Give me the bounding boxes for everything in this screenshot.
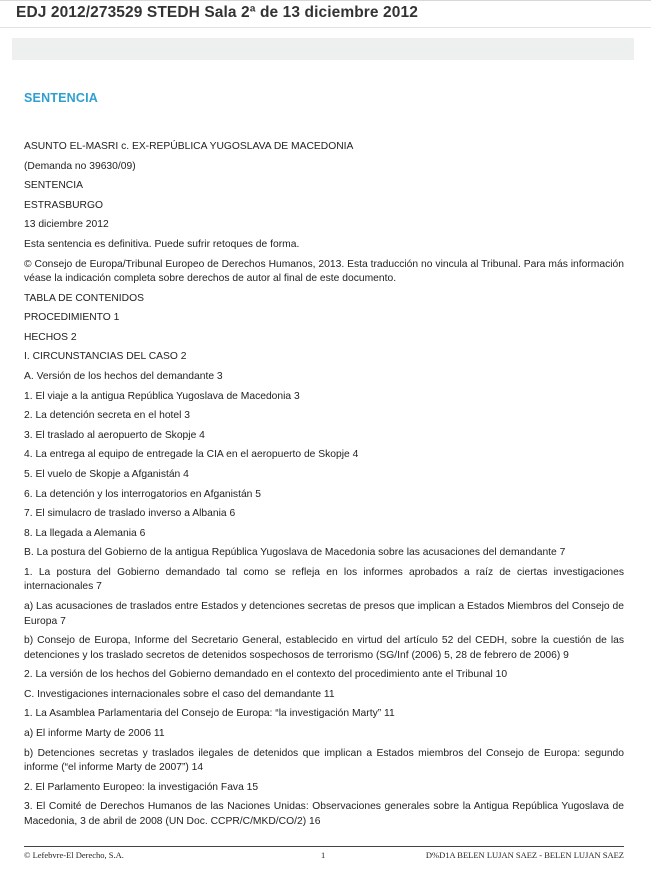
top-divider: [0, 0, 651, 1]
document-title: EDJ 2012/273529 STEDH Sala 2ª de 13 diciembre 2012: [16, 4, 418, 21]
document-paragraph: 4. La entrega al equipo de entregade la CIA en el aeropuerto de Skopje 4: [24, 449, 359, 461]
document-paragraph: b) Consejo de Europa, Informe del Secretario General, establecido en virtud del artículo 52 del CEDH, sobre la cuestión de las detenciones y los traslado secretos de detenidos sospechosos de terrorismo (SG/Inf (2006) 5, 28 de febrero de 2006) 9: [24, 635, 624, 661]
document-body: [24, 140, 624, 834]
title-divider: [0, 27, 651, 28]
document-paragraph: 1. La postura del Gobierno demandado tal como se refleja en los informes aprobados a raíz de ciertas investigaciones internacionales 7: [24, 566, 624, 593]
document-paragraph: C. Investigaciones internacionales sobre el caso del demandante 11: [24, 688, 335, 700]
document-paragraph: 2. La detención secreta en el hotel 3: [24, 410, 191, 422]
document-paragraph: © Consejo de Europa/Tribunal Europeo de Derechos Humanos, 2013. Esta traducción no vincula al Tribunal. Para más información véase la indicación completa sobre derechos de autor al final de este documento.: [24, 258, 624, 285]
document-paragraph: PROCEDIMIENTO 1: [24, 312, 120, 324]
footer-divider: [24, 846, 624, 847]
footer-user: D%D1A BELEN LUJAN SAEZ - BELEN LUJAN SAEZ: [425, 850, 624, 860]
document-paragraph: B. La postura del Gobierno de la antigua República Yugoslava de Macedonia sobre las acusaciones del demandante 7: [24, 547, 566, 559]
document-paragraph: 13 diciembre 2012: [24, 219, 109, 231]
document-paragraph: ESTRASBURGO: [24, 199, 103, 211]
document-paragraph: ASUNTO EL-MASRI c. EX-REPÚBLICA YUGOSLAVA DE MACEDONIA: [24, 141, 354, 152]
document-paragraph: b) Detenciones secretas y traslados ilegales de detenidos que implican a Estados miembros del Consejo de Europa: segundo informe (“el informe Marty de 2007”) 14: [24, 747, 624, 774]
document-paragraph: 3. El Comité de Derechos Humanos de las Naciones Unidas: Observaciones generales sobre la Antigua República Yugoslava de Macedonia, 3 de abril de 2008 (UN Doc. CCPR/C/MKD/CO/2) 16: [24, 801, 624, 827]
document-paragraph: TABLA DE CONTENIDOS: [24, 292, 144, 304]
document-paragraph: (Demanda no 39630/09): [24, 160, 136, 172]
document-paragraph: SENTENCIA: [24, 180, 83, 192]
document-paragraph: I. CIRCUNSTANCIAS DEL CASO 2: [24, 351, 187, 363]
document-paragraph: 1. El viaje a la antigua República Yugoslava de Macedonia 3: [24, 390, 300, 402]
document-paragraph: 5. El vuelo de Skopje a Afganistán 4: [24, 469, 189, 480]
footer-copyright: © Lefebvre-El Derecho, S.A.: [24, 850, 124, 860]
document-paragraph: 1. La Asamblea Parlamentaria del Consejo de Europa: “la investigación Marty” 11: [24, 708, 395, 720]
document-paragraph: a) El informe Marty de 2006 11: [24, 728, 165, 740]
footer-page-number: 1: [321, 850, 326, 860]
document-paragraph: 8. La llegada a Alemania 6: [24, 527, 146, 539]
document-paragraph: 3. El traslado al aeropuerto de Skopje 4: [24, 429, 205, 441]
document-paragraph: 7. El simulacro de traslado inverso a Albania 6: [24, 508, 236, 520]
document-paragraph: HECHOS 2: [24, 331, 77, 343]
document-paragraph: 2. El Parlamento Europeo: la investigación Fava 15: [24, 781, 259, 793]
document-paragraph: 2. La versión de los hechos del Gobierno demandado en el contexto del procedimiento ante el Tribunal 10: [24, 669, 508, 681]
document-paragraph: A. Versión de los hechos del demandante 3: [24, 371, 223, 383]
toolbar-band: [12, 38, 634, 60]
document-paragraph: 6. La detención y los interrogatorios en Afganistán 5: [24, 488, 261, 500]
document-paragraph: a) Las acusaciones de traslados entre Estados y detenciones secretas de presos que implican a Estados Miembros del Consejo de Europa 7: [24, 601, 624, 627]
section-heading: SENTENCIA: [24, 91, 99, 105]
document-paragraph: Esta sentencia es definitiva. Puede sufrir retoques de forma.: [24, 238, 300, 250]
